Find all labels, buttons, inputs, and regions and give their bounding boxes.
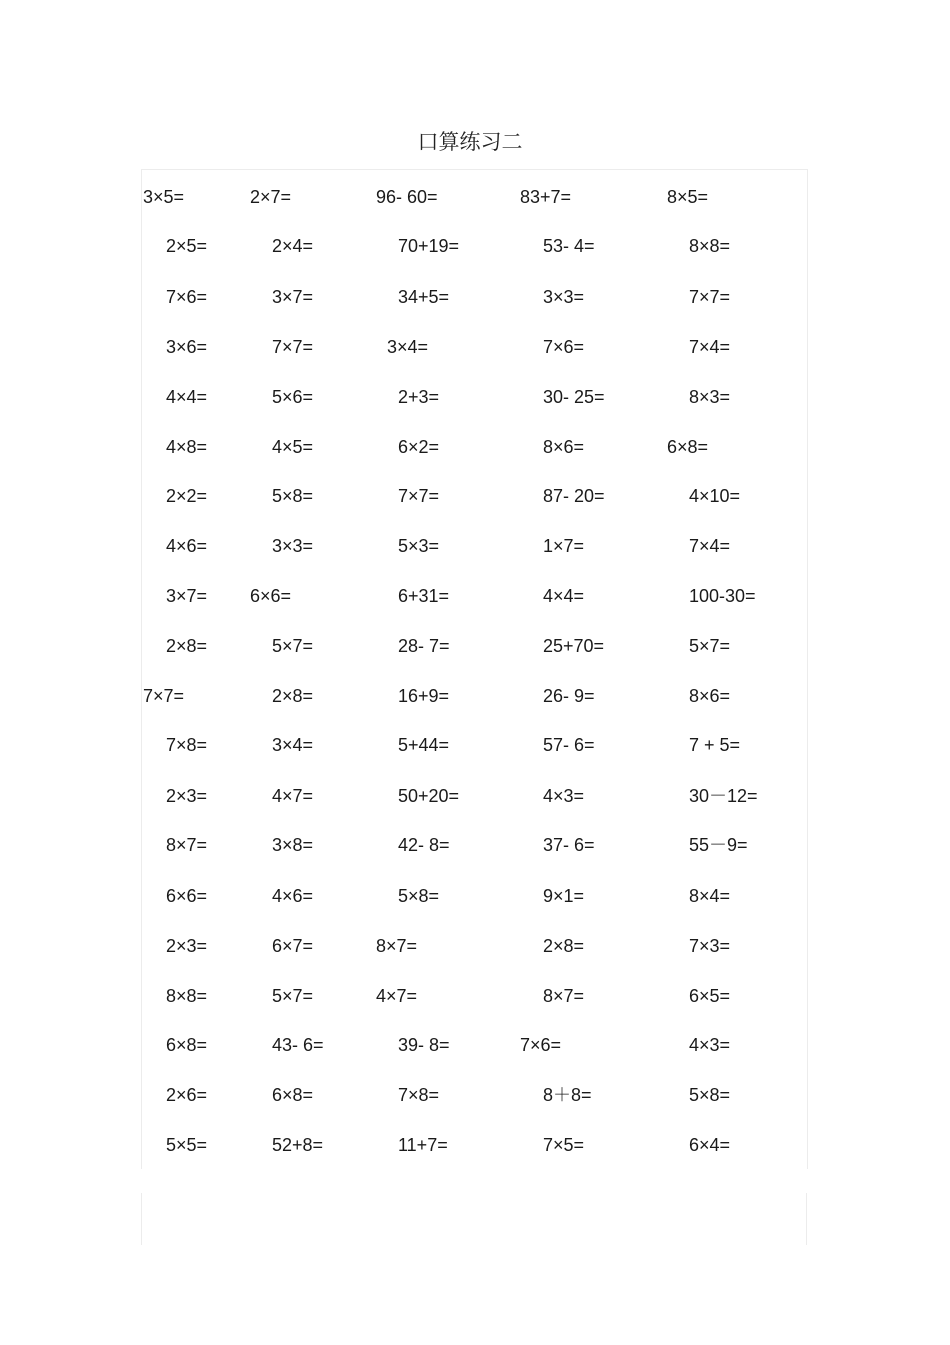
problem-r2-c4: 53- 4=: [543, 236, 595, 256]
problem-r18-c4: 7×6=: [520, 1035, 562, 1055]
problem-r14-c5: 55－9=: [689, 835, 748, 855]
problem-r7-c2: 5×8=: [272, 486, 314, 506]
problem-r5-c5: 8×3=: [689, 387, 731, 407]
problem-r7-c4: 87- 20=: [543, 486, 605, 506]
problem-r14-c4: 37- 6=: [543, 835, 595, 855]
problem-r4-c4: 7×6=: [543, 337, 585, 357]
problem-r12-c5: 7 + 5=: [689, 735, 741, 755]
problem-r12-c3: 5+44=: [398, 735, 450, 755]
problem-r8-c5: 7×4=: [689, 536, 731, 556]
problem-r19-c3: 7×8=: [398, 1085, 440, 1105]
problem-r10-c5: 5×7=: [689, 636, 731, 656]
problem-r7-c5: 4×10=: [689, 486, 741, 506]
problem-r8-c2: 3×3=: [272, 536, 314, 556]
problem-r17-c3: 4×7=: [376, 986, 418, 1006]
problem-r17-c2: 5×7=: [272, 986, 314, 1006]
problem-r9-c3: 6+31=: [398, 586, 450, 606]
problem-r18-c2: 43- 6=: [272, 1035, 324, 1055]
problem-r20-c5: 6×4=: [689, 1135, 731, 1155]
problem-r19-c1: 2×6=: [166, 1085, 208, 1105]
problem-r15-c4: 9×1=: [543, 886, 585, 906]
problem-r13-c2: 4×7=: [272, 786, 314, 806]
problem-r19-c4: 8＋8=: [543, 1085, 592, 1105]
problem-r13-c4: 4×3=: [543, 786, 585, 806]
problem-r5-c3: 2+3=: [398, 387, 440, 407]
problem-r4-c3: 3×4=: [387, 337, 429, 357]
problem-r12-c2: 3×4=: [272, 735, 314, 755]
problem-r6-c3: 6×2=: [398, 437, 440, 457]
problem-r17-c1: 8×8=: [166, 986, 208, 1006]
problem-r14-c1: 8×7=: [166, 835, 208, 855]
problem-r14-c3: 42- 8=: [398, 835, 450, 855]
problem-r7-c3: 7×7=: [398, 486, 440, 506]
problem-r16-c5: 7×3=: [689, 936, 731, 956]
problem-r4-c2: 7×7=: [272, 337, 314, 357]
problem-r5-c4: 30- 25=: [543, 387, 605, 407]
problem-r20-c1: 5×5=: [166, 1135, 208, 1155]
problem-r1-c1: 3×5=: [143, 187, 185, 207]
problem-r1-c4: 83+7=: [520, 187, 572, 207]
problem-r17-c5: 6×5=: [689, 986, 731, 1006]
problem-r6-c5: 6×8=: [667, 437, 709, 457]
problem-r2-c3: 70+19=: [398, 236, 460, 256]
problem-r8-c3: 5×3=: [398, 536, 440, 556]
problem-r9-c5: 100-30=: [689, 586, 756, 606]
problem-r3-c4: 3×3=: [543, 287, 585, 307]
problem-r3-c3: 34+5=: [398, 287, 450, 307]
problem-r18-c5: 4×3=: [689, 1035, 731, 1055]
problem-r11-c2: 2×8=: [272, 686, 314, 706]
problem-r6-c4: 8×6=: [543, 437, 585, 457]
problem-r10-c3: 28- 7=: [398, 636, 450, 656]
problem-r1-c5: 8×5=: [667, 187, 709, 207]
problem-r8-c1: 4×6=: [166, 536, 208, 556]
problem-r16-c1: 2×3=: [166, 936, 208, 956]
problem-r19-c5: 5×8=: [689, 1085, 731, 1105]
problem-r10-c2: 5×7=: [272, 636, 314, 656]
problem-r3-c2: 3×7=: [272, 287, 314, 307]
problem-r15-c1: 6×6=: [166, 886, 208, 906]
problem-r9-c1: 3×7=: [166, 586, 208, 606]
problem-r18-c1: 6×8=: [166, 1035, 208, 1055]
problem-r11-c1: 7×7=: [143, 686, 185, 706]
problem-r13-c1: 2×3=: [166, 786, 208, 806]
problem-r11-c3: 16+9=: [398, 686, 450, 706]
problem-r14-c2: 3×8=: [272, 835, 314, 855]
problem-r5-c2: 5×6=: [272, 387, 314, 407]
problem-r3-c1: 7×6=: [166, 287, 208, 307]
problem-r16-c3: 8×7=: [376, 936, 418, 956]
problem-r19-c2: 6×8=: [272, 1085, 314, 1105]
problem-r12-c1: 7×8=: [166, 735, 208, 755]
problem-r16-c2: 6×7=: [272, 936, 314, 956]
problem-r20-c2: 52+8=: [272, 1135, 324, 1155]
problem-r9-c4: 4×4=: [543, 586, 585, 606]
problem-r7-c1: 2×2=: [166, 486, 208, 506]
problem-r5-c1: 4×4=: [166, 387, 208, 407]
problem-r4-c5: 7×4=: [689, 337, 731, 357]
problem-r4-c1: 3×6=: [166, 337, 208, 357]
problem-r15-c5: 8×4=: [689, 886, 731, 906]
problem-r8-c4: 1×7=: [543, 536, 585, 556]
problem-r2-c2: 2×4=: [272, 236, 314, 256]
problem-r1-c3: 96- 60=: [376, 187, 438, 207]
problem-r16-c4: 2×8=: [543, 936, 585, 956]
problem-r10-c1: 2×8=: [166, 636, 208, 656]
page-title: 口算练习二: [417, 130, 523, 154]
problem-r6-c2: 4×5=: [272, 437, 314, 457]
problem-r20-c4: 7×5=: [543, 1135, 585, 1155]
problem-r11-c4: 26- 9=: [543, 686, 595, 706]
problem-r11-c5: 8×6=: [689, 686, 731, 706]
problem-r3-c5: 7×7=: [689, 287, 731, 307]
problem-r20-c3: 11+7=: [398, 1135, 448, 1155]
problem-r17-c4: 8×7=: [543, 986, 585, 1006]
problem-r1-c2: 2×7=: [250, 187, 292, 207]
problem-r18-c3: 39- 8=: [398, 1035, 450, 1055]
problem-r2-c5: 8×8=: [689, 236, 731, 256]
problem-r15-c2: 4×6=: [272, 886, 314, 906]
problem-r15-c3: 5×8=: [398, 886, 440, 906]
problem-r10-c4: 25+70=: [543, 636, 605, 656]
problem-r13-c3: 50+20=: [398, 786, 460, 806]
problem-r9-c2: 6×6=: [250, 586, 292, 606]
problem-r2-c1: 2×5=: [166, 236, 208, 256]
problem-r6-c1: 4×8=: [166, 437, 208, 457]
problem-r12-c4: 57- 6=: [543, 735, 595, 755]
problem-r13-c5: 30－12=: [689, 786, 758, 806]
